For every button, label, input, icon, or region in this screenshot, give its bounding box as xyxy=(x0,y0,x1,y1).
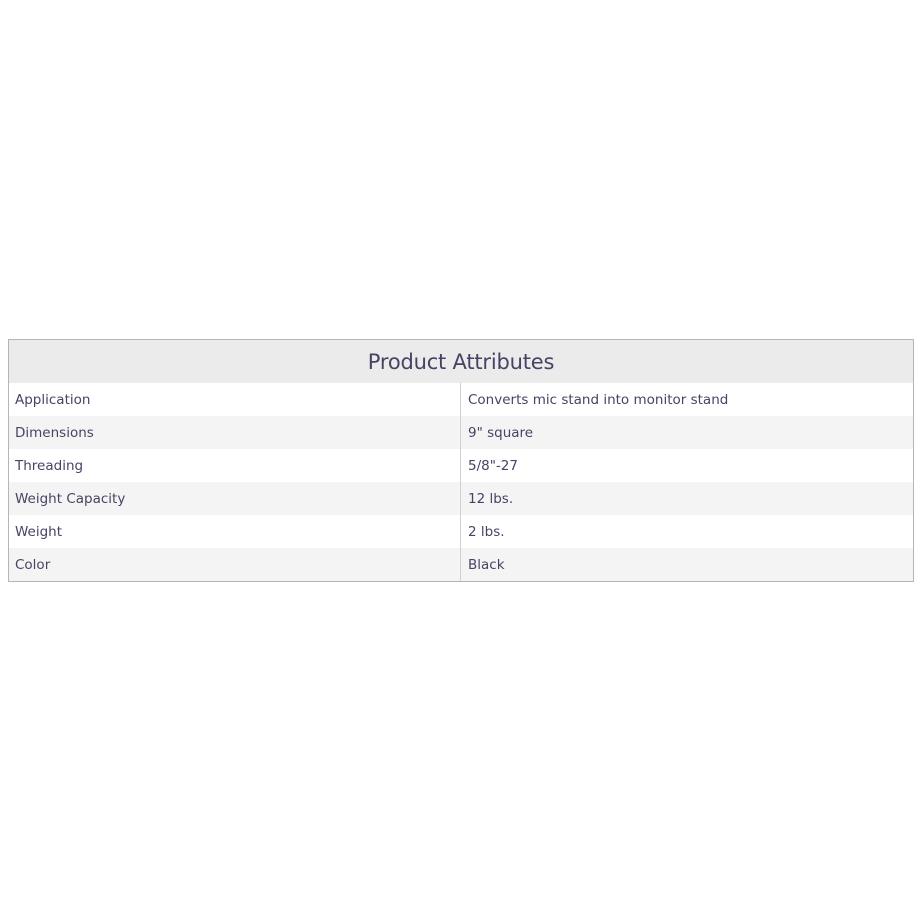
table-row xyxy=(9,449,913,482)
attribute-value: 5/8"-27 xyxy=(468,457,518,474)
attribute-name: Application xyxy=(9,383,461,416)
attribute-name: Threading xyxy=(9,449,461,482)
attribute-value: Converts mic stand into monitor stand xyxy=(468,391,729,408)
attribute-value: Black xyxy=(468,556,505,573)
product-attributes-table xyxy=(8,339,914,582)
attribute-value: 9" square xyxy=(468,424,534,441)
attribute-value: 12 lbs. xyxy=(468,490,514,507)
table-row xyxy=(9,416,913,449)
attribute-name: Color xyxy=(9,548,461,581)
table-row xyxy=(9,515,913,548)
attribute-name: Dimensions xyxy=(9,416,461,449)
attribute-name: Weight xyxy=(9,515,461,548)
attribute-name: Weight Capacity xyxy=(9,482,461,515)
table-row xyxy=(9,482,913,515)
table-title: Product Attributes xyxy=(9,340,913,383)
table-row xyxy=(9,383,913,416)
table-row xyxy=(9,548,913,581)
attribute-value: 2 lbs. xyxy=(468,523,505,540)
